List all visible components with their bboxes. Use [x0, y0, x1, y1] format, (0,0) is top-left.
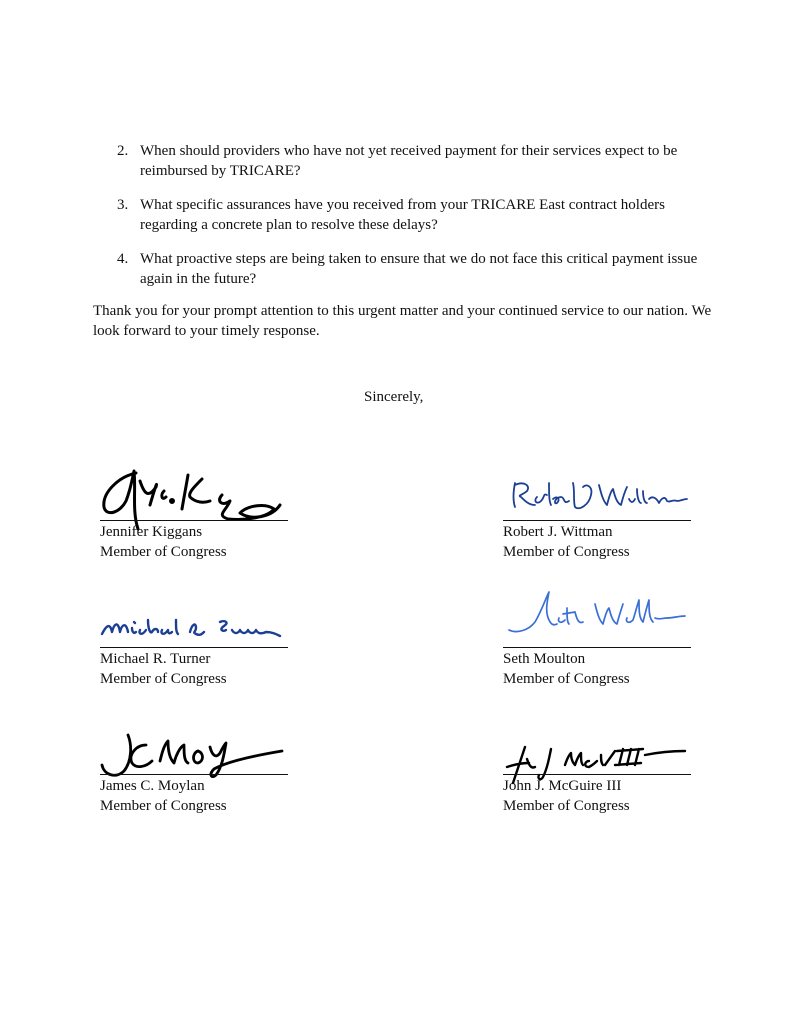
signatory-title: Member of Congress: [503, 544, 630, 560]
signature-line: [503, 520, 691, 521]
signatory-title: Member of Congress: [100, 798, 227, 814]
signatory-title: Member of Congress: [100, 671, 227, 687]
signatory-name: John J. McGuire III: [503, 778, 622, 794]
list-item-text: What specific assurances have you received from your TRICARE East contract holders regarding a concrete plan to resolve these delays?: [140, 197, 665, 233]
signature-line: [100, 647, 288, 648]
signature-line: [503, 647, 691, 648]
signature-line: [100, 774, 288, 775]
handwritten-signature: [509, 477, 689, 517]
signatory-title: Member of Congress: [100, 544, 227, 560]
list-item-text: When should providers who have not yet received payment for their services expect to be reimbursed by TRICARE?: [140, 143, 678, 179]
signature-line: [100, 520, 288, 521]
signatory-name: Robert J. Wittman: [503, 524, 613, 540]
handwritten-signature: [505, 590, 690, 642]
closing-paragraph: Thank you for your prompt attention to this urgent matter and your continued service to our nation. We look forward to your timely response.: [93, 303, 712, 339]
sincerely-text: Sincerely,: [364, 389, 424, 405]
list-item-text: What proactive steps are being taken to ensure that we do not face this critical payment issue again in the future?: [140, 251, 698, 287]
signature-line: [503, 774, 691, 775]
list-item-number: 2.: [117, 143, 129, 159]
handwritten-signature: [100, 612, 285, 648]
list-item-number: 3.: [117, 197, 129, 213]
signatory-name: Michael R. Turner: [100, 651, 211, 667]
signatory-name: Jennifer Kiggans: [100, 524, 203, 540]
signatory-name: James C. Moylan: [100, 778, 205, 794]
signatory-title: Member of Congress: [503, 798, 630, 814]
signatory-name: Seth Moulton: [503, 651, 586, 667]
list-item-number: 4.: [117, 251, 129, 267]
signatory-title: Member of Congress: [503, 671, 630, 687]
